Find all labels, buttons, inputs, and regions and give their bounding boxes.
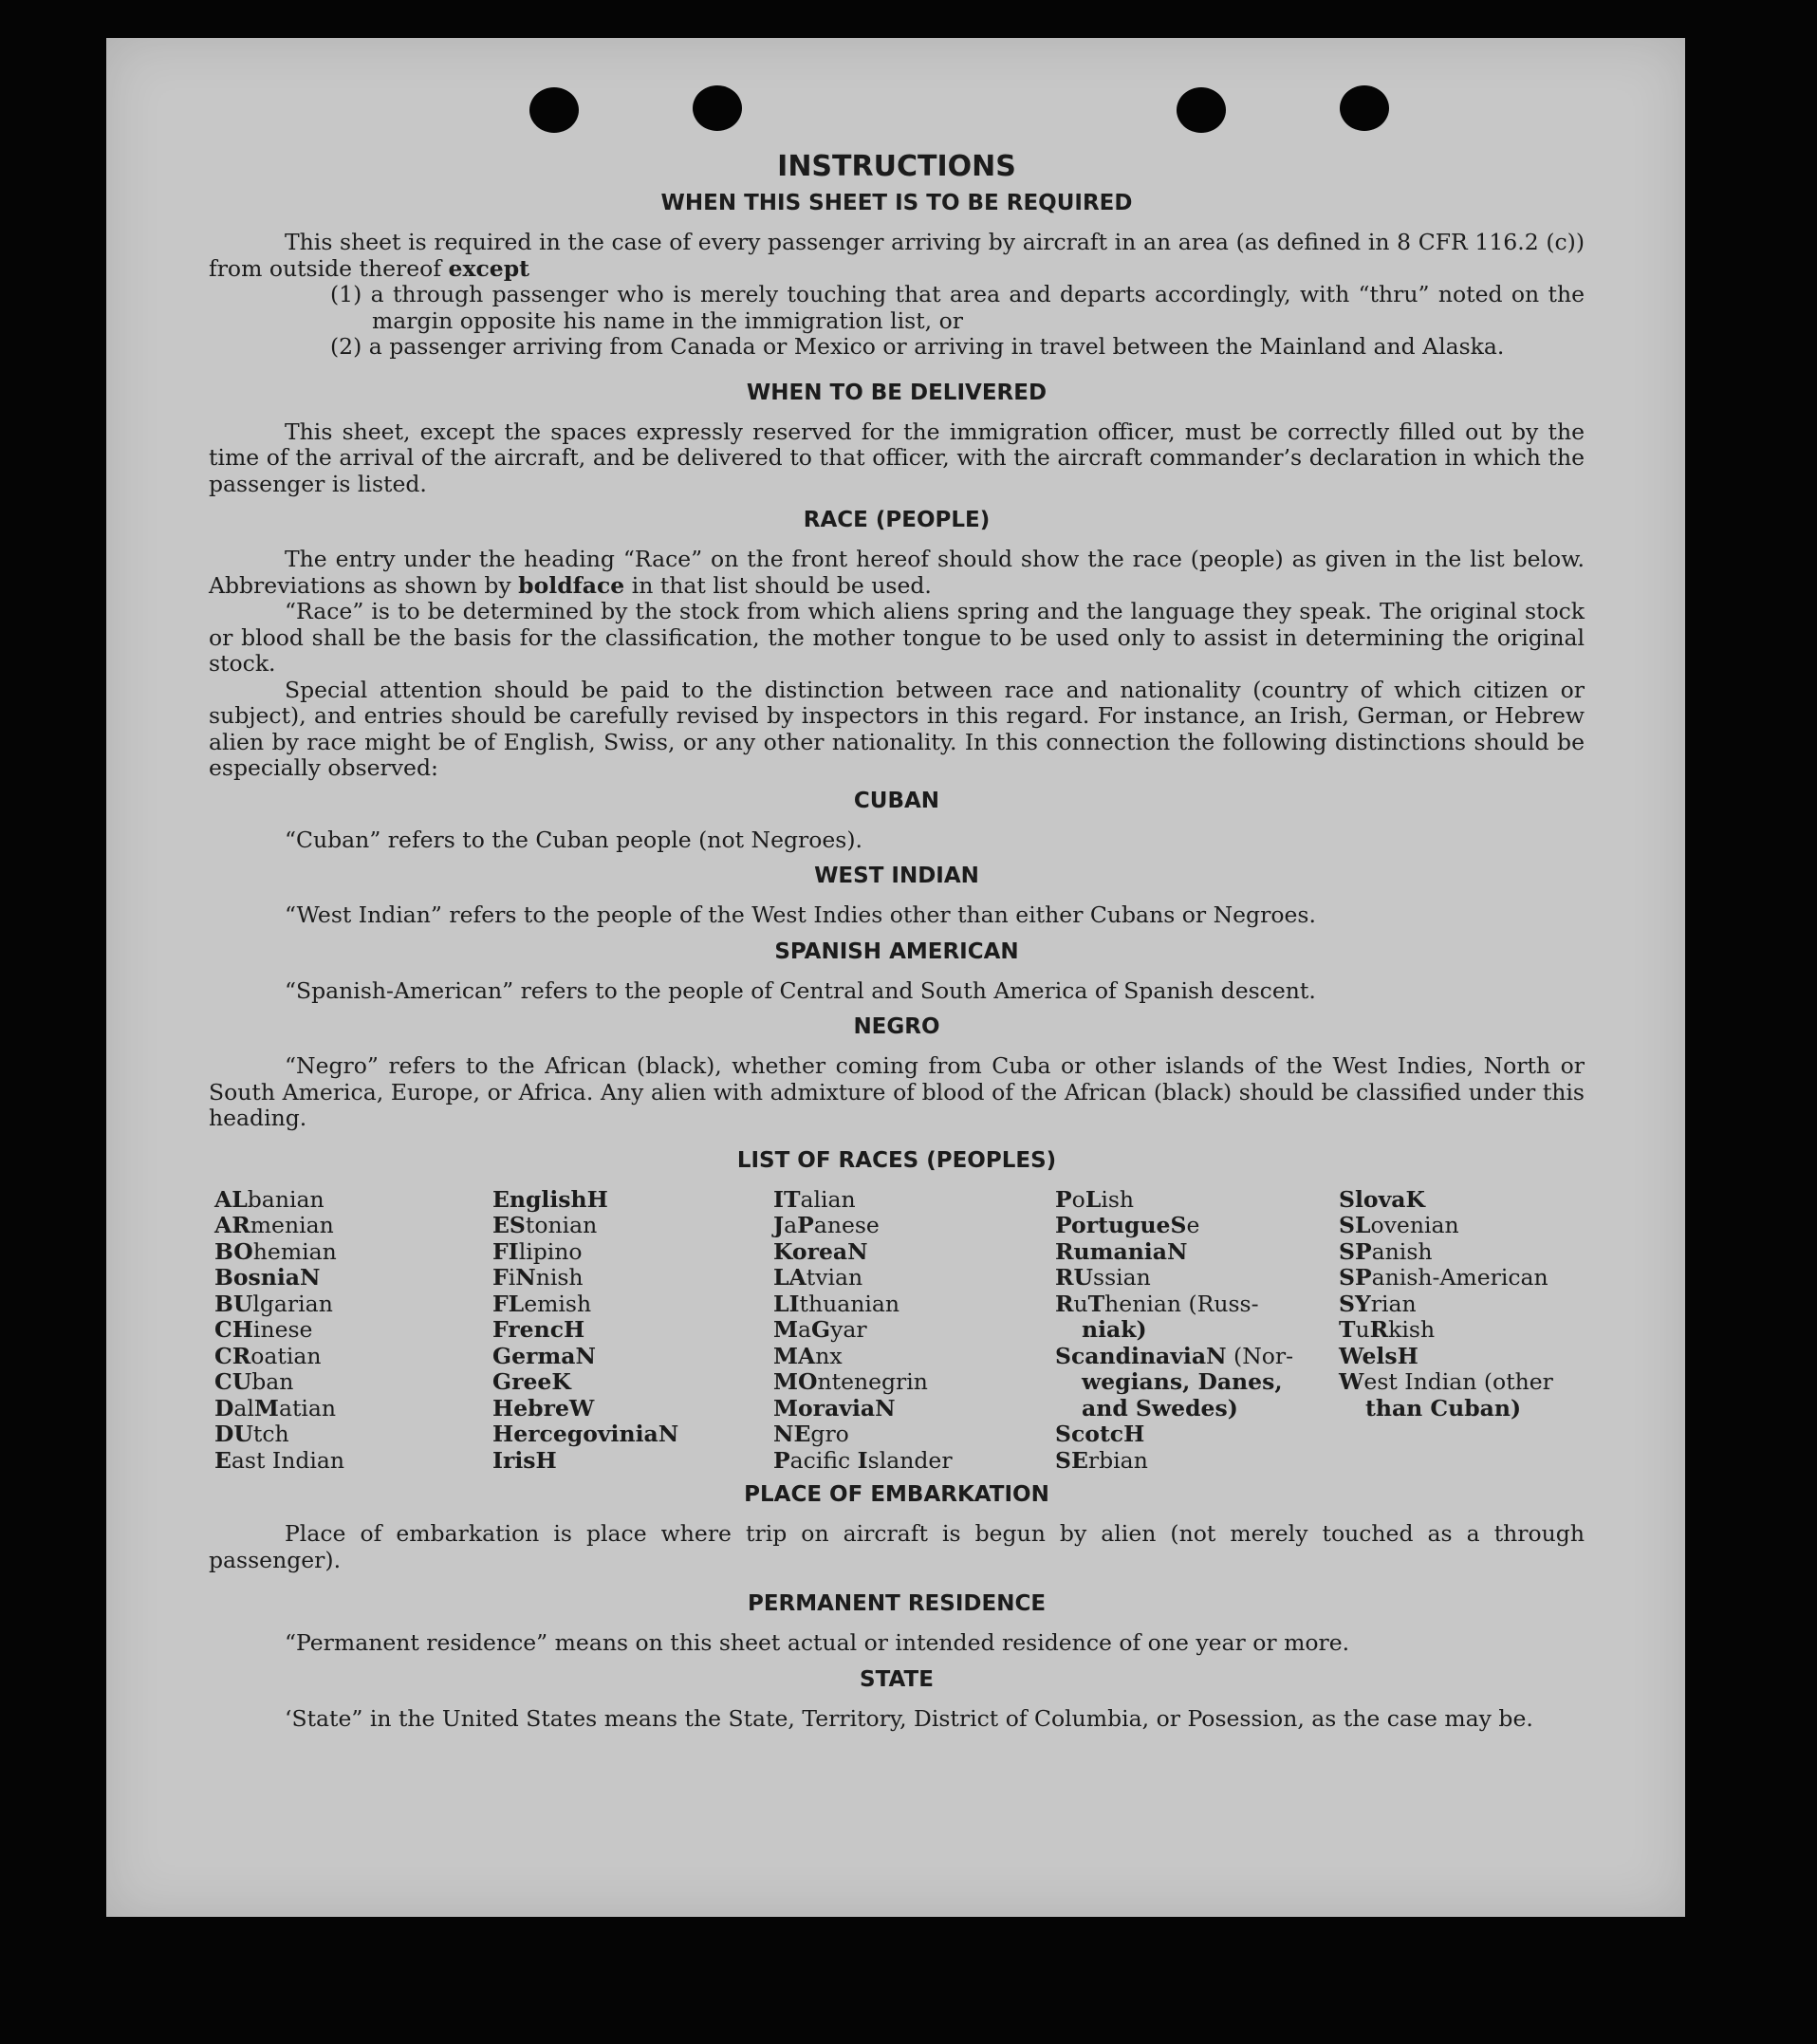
heading-list-of-races: LIST OF RACES (PEOPLES) [736,1147,1057,1173]
race-entry [214,1187,492,1214]
race-entry [492,1448,773,1475]
race-abbrev: Wels [1339,1342,1398,1369]
race-entry [1055,1448,1339,1475]
race-abbrev: Frenc [492,1316,564,1343]
race-text: al [233,1394,254,1422]
race-abbrev: Germa [492,1342,576,1369]
race-text: henian (Russ- [1104,1290,1259,1317]
race-abbrev: H [586,1185,608,1213]
race-text: rbian [1087,1446,1148,1474]
race-entry [214,1396,492,1422]
race-text: (Nor- [1226,1342,1294,1369]
race-text: thuanian [799,1290,900,1317]
race-text: inese [252,1316,313,1343]
race-entry [773,1213,1055,1239]
race-text: tvian [806,1264,863,1291]
race-abbrev: M [253,1394,279,1422]
race-abbrev: H [1123,1421,1145,1447]
race-entry [1055,1422,1339,1448]
race-text: tonian [525,1212,598,1238]
race-text: anish [1371,1237,1433,1265]
race-entry [1055,1291,1339,1318]
race-abbrev: Portugue [1055,1212,1171,1238]
race-text: anish-American [1371,1264,1548,1291]
race-abbrev: I [857,1446,868,1474]
instructions-body [209,150,1585,1732]
race-paragraph-2: “Race” is to be determined by the stock from which aliens spring and the language they speak. The original stock or blood shall be the basis for the classification, the mother tongue to be used only to assist in determining the original stock. [209,598,1585,677]
race-abbrev: wegians, Danes, [1082,1368,1283,1395]
required-intro-text: This sheet is required in the case of every passenger arriving by aircraft in an area (as defined in 8 CFR 116.2 (c)) from outside thereof [209,229,1585,282]
race-abbrev: Moravia [773,1394,876,1422]
race-entry [773,1396,1055,1422]
race-abbrev: SP [1339,1264,1372,1291]
race-abbrev: Hebre [492,1394,569,1422]
race-text: kish [1388,1316,1436,1343]
race-abbrev: Slova [1339,1185,1406,1213]
race-text: rian [1370,1290,1417,1317]
race-entry [492,1422,773,1448]
race-text: ovenian [1370,1212,1459,1238]
race-text: atian [278,1394,337,1422]
race-text: yar [830,1316,867,1343]
race-text: anese [813,1212,880,1238]
race-abbrev: R [1055,1290,1074,1317]
race-entry [492,1396,773,1422]
race-abbrev: AR [214,1212,250,1238]
race-abbrev: N [1206,1342,1227,1369]
race-text: ssian [1093,1264,1151,1291]
race-text: nx [815,1342,843,1369]
race-entry [214,1369,492,1396]
heading-west-indian: WEST INDIAN [814,864,979,888]
race-abbrev: FL [492,1290,525,1317]
race-abbrev: T [1339,1316,1356,1343]
race-text: emish [524,1290,592,1317]
heading-cuban: CUBAN [853,788,940,813]
race-abbrev: N [515,1264,536,1291]
race-entry [214,1213,492,1239]
race-entry [1339,1396,1590,1422]
race-abbrev: L [1085,1185,1102,1213]
race-abbrev: SY [1339,1290,1371,1317]
race-text: a [784,1212,798,1238]
race-text: gro [810,1421,849,1447]
race-text: hemian [252,1237,337,1265]
race-text: ban [251,1368,294,1395]
race-abbrev: N [847,1237,868,1265]
race-abbrev: Gree [492,1368,552,1395]
heading-required: WHEN THIS SHEET IS TO BE REQUIRED [660,191,1133,215]
race-abbrev: ES [492,1212,526,1238]
race-entry [214,1239,492,1266]
race-entry [1055,1265,1339,1291]
race-abbrev: K [551,1368,571,1395]
race-abbrev: and Swedes) [1082,1394,1238,1422]
required-item-1: (1) a through passenger who is merely touching that area and departs accordingly, with “thru” noted on the margin opposite his name in the immigration list, or [330,281,1585,334]
race-text: a [798,1316,812,1343]
race-paragraph-1 [209,547,1585,599]
punch-hole [529,87,579,133]
race-abbrev: MO [773,1368,818,1395]
races-column [773,1187,1055,1475]
race-text: i [508,1264,516,1291]
race-p1-a: The entry under the heading “Race” on the front hereof should show the race (people) as given in the list below. Abbreviations as shown by [209,546,1585,599]
race-paragraph-3: Special attention should be paid to the distinction between race and nationality (country of which citizen or subject), and entries should be carefully revised by inspectors in this regard. For instance, an Irish, German, or Hebrew alien by race might be of English, Swiss, or any other nationality. In this connection the following distinctions should be especially observed: [209,676,1585,781]
race-text: lipino [518,1237,583,1265]
race-text: o [1071,1185,1085,1213]
race-abbrev: N [1166,1237,1188,1265]
race-abbrev: M [773,1316,799,1343]
race-abbrev: Rumania [1055,1237,1167,1265]
document-page [106,38,1685,1917]
race-abbrev: LA [773,1264,807,1291]
race-text: tch [252,1421,289,1447]
heading-delivered: WHEN TO BE DELIVERED [746,380,1048,405]
race-entry [773,1344,1055,1370]
race-abbrev: H [1397,1342,1418,1369]
race-abbrev: Bosnia [214,1264,301,1291]
race-text: lgarian [252,1290,333,1317]
race-p1-c: in that list should be used. [624,571,932,599]
race-abbrev: BO [214,1237,253,1265]
race-abbrev: SE [1055,1446,1088,1474]
heading-state: STATE [860,1666,934,1692]
race-abbrev: BU [214,1290,253,1317]
race-abbrev: H [535,1446,557,1474]
negro-text: “Negro” refers to the African (black), whether coming from Cuba or other islands of the West Indies, North or South America, Europe, or Africa. Any alien with admixture of blood of the African (black) should be classified under this heading. [209,1052,1585,1131]
embarkation-text: Place of embarkation is place where trip on aircraft is begun by alien (not merely touched as a through passenger). [209,1520,1585,1573]
race-abbrev: CU [214,1368,252,1395]
race-abbrev: English [492,1185,587,1213]
race-entry [214,1265,492,1291]
race-abbrev: H [564,1316,585,1343]
heading-race: RACE (PEOPLE) [803,508,991,532]
race-abbrev: W [1339,1368,1364,1395]
race-entry [492,1317,773,1344]
race-text: ast Indian [231,1446,345,1474]
race-abbrev: CH [214,1316,253,1343]
race-entry [773,1239,1055,1266]
race-abbrev: W [568,1394,595,1422]
race-abbrev: than Cuban) [1365,1394,1522,1422]
race-entry [773,1369,1055,1396]
race-entry [492,1239,773,1266]
heading-residence: PERMANENT RESIDENCE [747,1591,1047,1616]
residence-text: “Permanent residence” means on this sheet actual or intended residence of one year or more. [285,1629,1350,1656]
race-abbrev: Iris [492,1446,536,1474]
race-entry [1339,1213,1590,1239]
punch-hole [1177,87,1226,133]
race-abbrev: LI [773,1290,800,1317]
races-list [214,1187,1585,1475]
race-text: ntenegrin [817,1368,928,1395]
race-entry [773,1448,1055,1475]
race-entry [1055,1213,1339,1239]
race-entry [492,1291,773,1318]
race-entry [1055,1239,1339,1266]
race-entry [1339,1239,1590,1266]
race-abbrev: F [492,1264,509,1291]
race-entry [1055,1344,1339,1370]
race-entry [1339,1187,1590,1214]
race-entry [1055,1396,1339,1422]
punch-hole [693,85,742,131]
race-abbrev: FI [492,1237,519,1265]
race-entry [492,1187,773,1214]
race-text: u [1073,1290,1088,1317]
race-entry [214,1291,492,1318]
race-entry [1339,1291,1590,1318]
race-text: menian [250,1212,334,1238]
race-entry [214,1448,492,1475]
race-abbrev: Hercegovinia [492,1421,658,1447]
state-text: ‘State” in the United States means the State, Territory, District of Columbia, or Posession, as the case may be. [285,1704,1533,1732]
race-text: ish [1101,1185,1135,1213]
race-entry [492,1369,773,1396]
race-abbrev: SL [1339,1212,1371,1238]
race-entry [492,1213,773,1239]
race-text: oatian [250,1342,322,1369]
race-abbrev: DU [214,1421,253,1447]
race-text: alian [800,1185,856,1213]
race-abbrev: Scandinavia [1055,1342,1207,1369]
required-intro [209,230,1585,282]
race-entry [214,1422,492,1448]
race-entry [1339,1369,1590,1396]
heading-embarkation: PLACE OF EMBARKATION [744,1482,1049,1507]
race-abbrev: RU [1055,1264,1094,1291]
race-abbrev: S [1170,1212,1187,1238]
race-abbrev: J [773,1212,785,1238]
cuban-text: “Cuban” refers to the Cuban people (not Negroes). [285,826,863,853]
race-abbrev: N [300,1264,321,1291]
race-abbrev: N [575,1342,596,1369]
race-p1-boldface: boldface [518,571,625,599]
race-entry [773,1291,1055,1318]
races-column [1339,1187,1590,1475]
race-text: nish [535,1264,584,1291]
race-entry [773,1265,1055,1291]
race-entry [1055,1187,1339,1214]
race-abbrev: E [214,1446,232,1474]
race-text: u [1355,1316,1370,1343]
heading-negro: NEGRO [853,1014,940,1039]
race-entry [1339,1344,1590,1370]
race-entry [492,1265,773,1291]
race-entry [773,1187,1055,1214]
race-text: acific [789,1446,858,1474]
race-abbrev: MA [773,1342,816,1369]
race-abbrev: N [875,1394,896,1422]
race-abbrev: P [797,1212,814,1238]
race-abbrev: NE [773,1421,811,1447]
heading-spanish-american: SPANISH AMERICAN [774,938,1019,964]
race-abbrev: Korea [773,1237,848,1265]
races-column [214,1187,492,1475]
race-abbrev: K [1405,1185,1425,1213]
race-text: est Indian (other [1363,1368,1553,1395]
race-entry [773,1317,1055,1344]
required-except: except [448,254,530,282]
races-column [1055,1187,1339,1475]
west-indian-text: “West Indian” refers to the people of the West Indies other than either Cubans or Negroes. [285,901,1316,928]
race-abbrev: N [658,1421,679,1447]
race-abbrev: P [1055,1185,1072,1213]
race-entry [214,1344,492,1370]
races-column [492,1187,773,1475]
race-abbrev: T [1087,1290,1105,1317]
race-abbrev: IT [773,1185,801,1213]
race-text: e [1186,1212,1200,1238]
delivered-text: This sheet, except the spaces expressly reserved for the immigration officer, must be correctly filled out by the time of the arrival of the aircraft, and be delivered to that officer, with the aircraft commander’s declaration in which the passenger is listed. [209,418,1585,497]
race-abbrev: D [214,1394,234,1422]
race-abbrev: P [773,1446,790,1474]
race-text: banian [247,1185,324,1213]
race-abbrev: G [811,1316,831,1343]
race-abbrev: SP [1339,1237,1372,1265]
race-text: slander [867,1446,953,1474]
race-entry [214,1317,492,1344]
race-abbrev: niak) [1082,1316,1147,1343]
race-entry [1055,1317,1339,1344]
punch-hole [1340,85,1389,131]
spanish-american-text: “Spanish-American” refers to the people of Central and South America of Spanish descent. [285,976,1316,1004]
race-entry [1339,1265,1590,1291]
race-abbrev: CR [214,1342,251,1369]
race-entry [1055,1369,1339,1396]
required-item-2: (2) a passenger arriving from Canada or Mexico or arriving in travel between the Mainland and Alaska. [330,333,1505,360]
race-entry [492,1344,773,1370]
race-abbrev: Scotc [1055,1421,1124,1447]
race-entry [1339,1317,1590,1344]
race-entry [773,1422,1055,1448]
race-abbrev: R [1369,1316,1389,1343]
page-title: INSTRUCTIONS [777,150,1016,183]
race-abbrev: AL [214,1185,248,1213]
